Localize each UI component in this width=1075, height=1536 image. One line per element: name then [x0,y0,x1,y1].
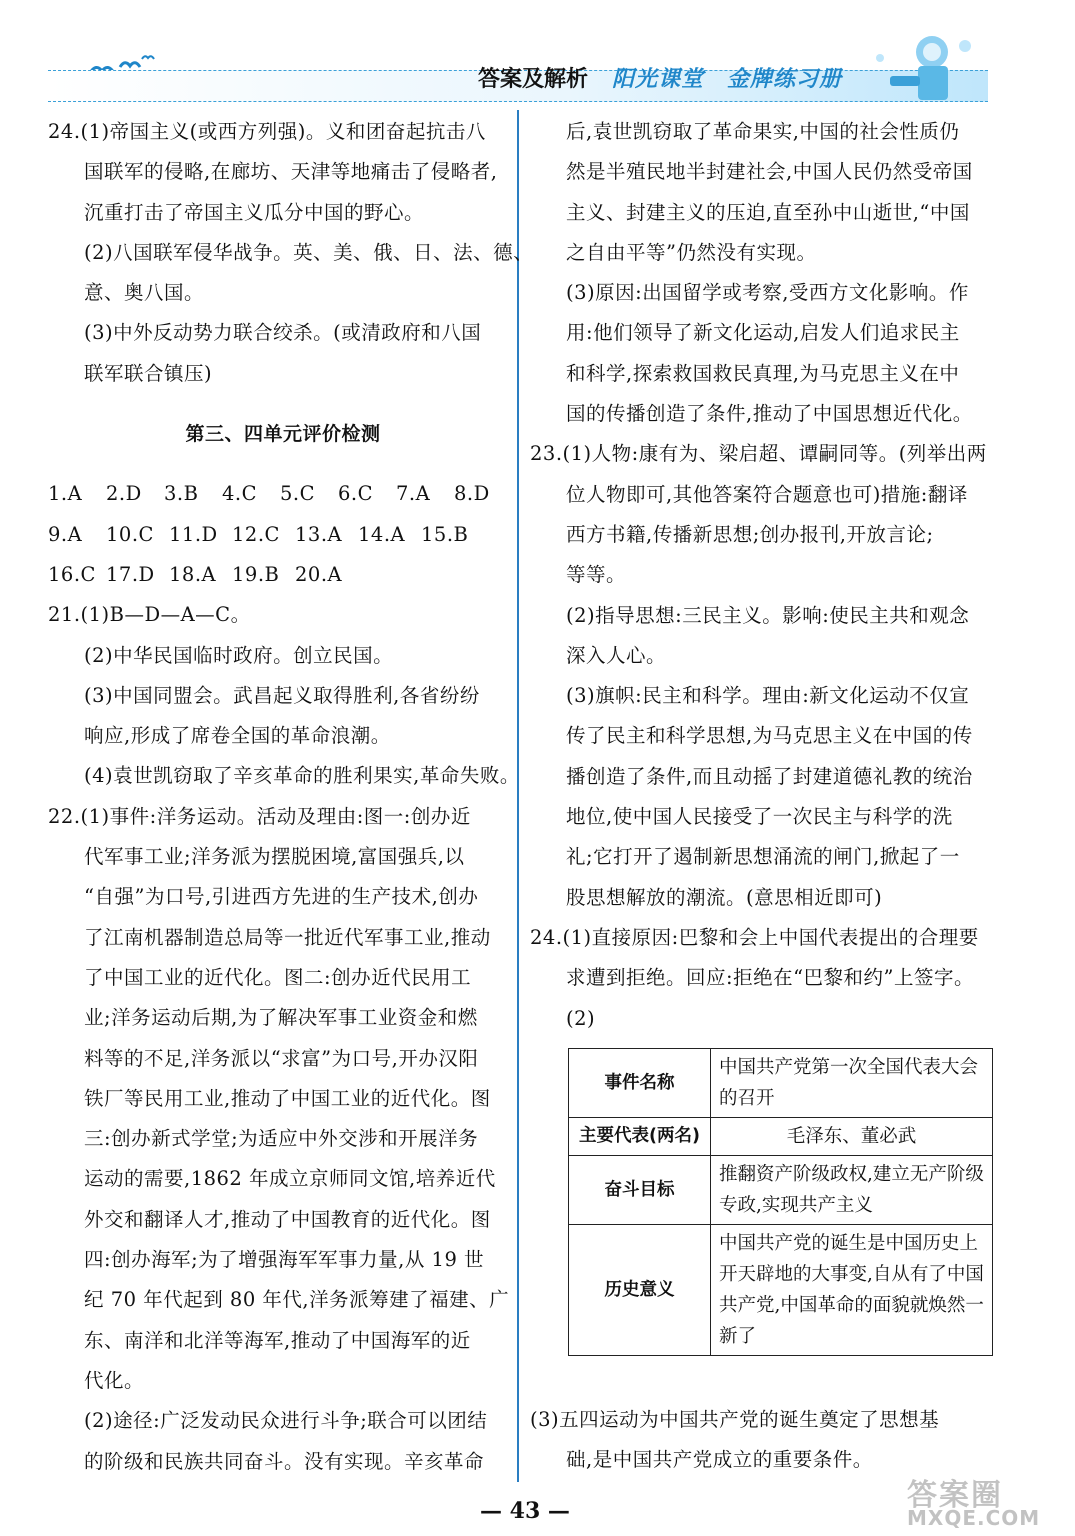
choice-answer: 9.A [48,522,83,546]
page-number: — 43 — [480,1498,570,1524]
answer-line: 23.(1)人物:康有为、梁启超、谭嗣同等。(列举出两 [530,442,987,466]
watermark-text: 答案圈 [907,1478,1003,1513]
choice-answer: 10.C [106,522,154,546]
page-header [0,0,1075,110]
choice-answer-row [48,515,518,555]
choice-answer: 2.D [106,482,142,506]
choice-answer: 3.B [164,482,199,506]
answer-line: 股思想解放的潮流。(意思相近即可) [566,885,883,909]
table-value: 中国共产党的诞生是中国历史上开天辟地的大事变,自从有了中国共产党,中国革命的面貌就焕然一新了 [711,1225,993,1356]
choice-answer-row [48,555,518,595]
header-title-brand: 阳光课堂 金牌练习册 [612,67,843,92]
table-row [569,1225,993,1356]
table-value: 毛泽东、董必武 [711,1118,993,1156]
answer-line: (2)途径:广泛发动民众进行斗争;联合可以团结 [84,1409,488,1433]
table-key: 事件名称 [569,1049,711,1118]
answer-line: (2)指导思想:三民主义。影响:使民主共和观念 [566,603,970,627]
table-value: 推翻资产阶级政权,建立无产阶级专政,实现共产主义 [711,1156,993,1225]
answer-line: 了中国工业的近代化。图二:创办近代民用工 [84,965,472,989]
choice-answer: 12.C [232,522,280,546]
answer-line: (2)中华民国临时政府。创立民国。 [84,643,394,667]
choice-answer: 13.A [295,522,343,546]
answer-line: 24.(1)直接原因:巴黎和会上中国代表提出的合理要 [530,925,979,949]
choice-answer: 4.C [222,482,258,506]
header-title-answers: 答案及解析 [478,67,589,92]
section-title: 第三、四单元评价检测 [185,423,381,446]
answer-line: 意、奥八国。 [84,281,205,305]
telescope-decoration-icon [860,18,990,108]
answer-line: 然是半殖民地半封建社会,中国人民仍然受帝国 [566,160,973,184]
answer-line: 响应,形成了席卷全国的革命浪潮。 [84,724,391,748]
answer-line: 三:创办新式学堂;为适应中外交涉和开展洋务 [84,1127,479,1151]
choice-answer: 18.A [169,562,217,586]
choice-answer: 6.C [338,482,374,506]
choice-answer: 14.A [358,522,406,546]
answer-line: (3)中外反动势力联合绞杀。(或清政府和八国 [84,321,482,345]
answer-line: 深入人心。 [566,643,667,667]
choice-answer: 1.A [48,482,83,506]
answer-line: 主义、封建主义的压迫,直至孙中山逝世,“中国 [566,200,970,224]
choice-answer: 5.C [280,482,316,506]
left-column [48,112,534,1482]
answer-line: 之自由平等”仍然没有实现。 [566,240,817,264]
answer-line: 22.(1)事件:洋务运动。活动及理由:图一:创办近 [48,804,471,828]
answer-line: 了江南机器制造总局等一批近代军事工业,推动 [84,925,491,949]
table-row [569,1156,993,1225]
answer-line: 国的传播创造了条件,推动了中国思想近代化。 [566,402,973,426]
answer-line: 础,是中国共产党成立的重要条件。 [566,1448,873,1472]
answer-line: 礼;它打开了遏制新思想涌流的闸门,掀起了一 [566,845,960,869]
answer-line: 位人物即可,其他答案符合题意也可)措施:翻译 [566,482,968,506]
answer-line: 东、南洋和北洋等海军,推动了中国海军的近 [84,1328,471,1352]
answer-line: 用:他们领导了新文化运动,启发人们追求民主 [566,321,960,345]
answer-line: 24.(1)帝国主义(或西方列强)。义和团奋起抗击八 [48,120,486,143]
answer-line: 求遭到拒绝。回应:拒绝在“巴黎和约”上签字。 [566,966,975,990]
watermark-url: MXQE.COM [907,1506,1041,1530]
table-row [569,1049,993,1118]
answer-line: 和科学,探索救国救民真理,为马克思主义在中 [566,361,960,385]
answer-line: 后,袁世凯窃取了革命果实,中国的社会性质仍 [566,120,960,143]
choice-answer: 8.D [454,482,490,506]
choice-answer-row [48,474,518,514]
right-column-tail [530,1400,995,1481]
answer-line: 联军联合镇压) [84,361,213,385]
choice-answer: 11.D [169,522,218,546]
answer-line: (3)五四运动为中国共产党的诞生奠定了思想基 [530,1408,940,1431]
answer-line: (4)袁世凯窃取了辛亥革命的胜利果实,革命失败。 [84,764,520,788]
answer-line: 代化。 [84,1368,145,1392]
answer-line: 四:创办海军;为了增强海军军事力量,从 19 世 [84,1248,485,1272]
answer-line: 传了民主和科学思想,为马克思主义在中国的传 [566,724,973,748]
answer-line: 纪 70 年代起到 80 年代,洋务派筹建了福建、广 [84,1288,510,1312]
answer-line: (3)原因:出国留学或考察,受西方文化影响。作 [566,281,969,305]
answer-line: 地位,使中国人民接受了一次民主与科学的洗 [566,805,953,829]
answer-line: 外交和翻译人才,推动了中国教育的近代化。图 [84,1207,491,1231]
choice-answer: 7.A [396,482,431,506]
choice-answer: 19.B [232,562,280,586]
answer-line: “自强”为口号,引进西方先进的生产技术,创办 [84,885,479,909]
choice-answer: 20.A [295,562,343,586]
choice-answer: 16.C [48,562,96,586]
answer-line: 21.(1)B—D—A—C。 [48,603,251,627]
answer-line: 铁厂等民用工业,推动了中国工业的近代化。图 [84,1086,491,1110]
answer-line: 西方书籍,传播新思想;创办报刊,开放言论; [566,522,934,546]
answer-line: (2)八国联军侵华战争。英、美、俄、日、法、德、 [84,240,534,264]
event-table [568,1048,993,1356]
answer-line: 播创造了条件,而且动摇了封建道德礼教的统治 [566,764,973,788]
table-key: 奋斗目标 [569,1156,711,1225]
answer-line: 代军事工业;洋务派为摆脱困境,富国强兵,以 [84,845,465,869]
answer-line: 运动的需要,1862 年成立京师同文馆,培养近代 [84,1167,496,1191]
choice-answer: 17.D [106,562,155,586]
watermark [895,1470,1065,1530]
answer-line: 等等。 [566,563,627,587]
table-row [569,1118,993,1156]
answer-line: 料等的不足,洋务派以“求富”为口号,开办汉阳 [84,1046,479,1070]
choice-answer: 15.B [421,522,469,546]
table-key: 历史意义 [569,1225,711,1356]
answer-line: (2) [566,1006,596,1030]
answer-line: 的阶级和民族共同奋斗。没有实现。辛亥革命 [84,1449,485,1473]
answer-line: 业;洋务运动后期,为了解决军事工业资金和燃 [84,1006,478,1030]
answer-line: 国联军的侵略,在廊坊、天津等地痛击了侵略者, [84,160,498,184]
answer-line: (3)中国同盟会。武昌起义取得胜利,各省纷纷 [84,683,480,707]
answer-line: (3)旗帜:民主和科学。理由:新文化运动不仅宣 [566,684,970,708]
answer-line: 沉重打击了帝国主义瓜分中国的野心。 [84,200,425,224]
table-value: 中国共产党第一次全国代表大会的召开 [711,1049,993,1118]
table-key: 主要代表(两名) [569,1118,711,1156]
right-column [530,112,995,1039]
